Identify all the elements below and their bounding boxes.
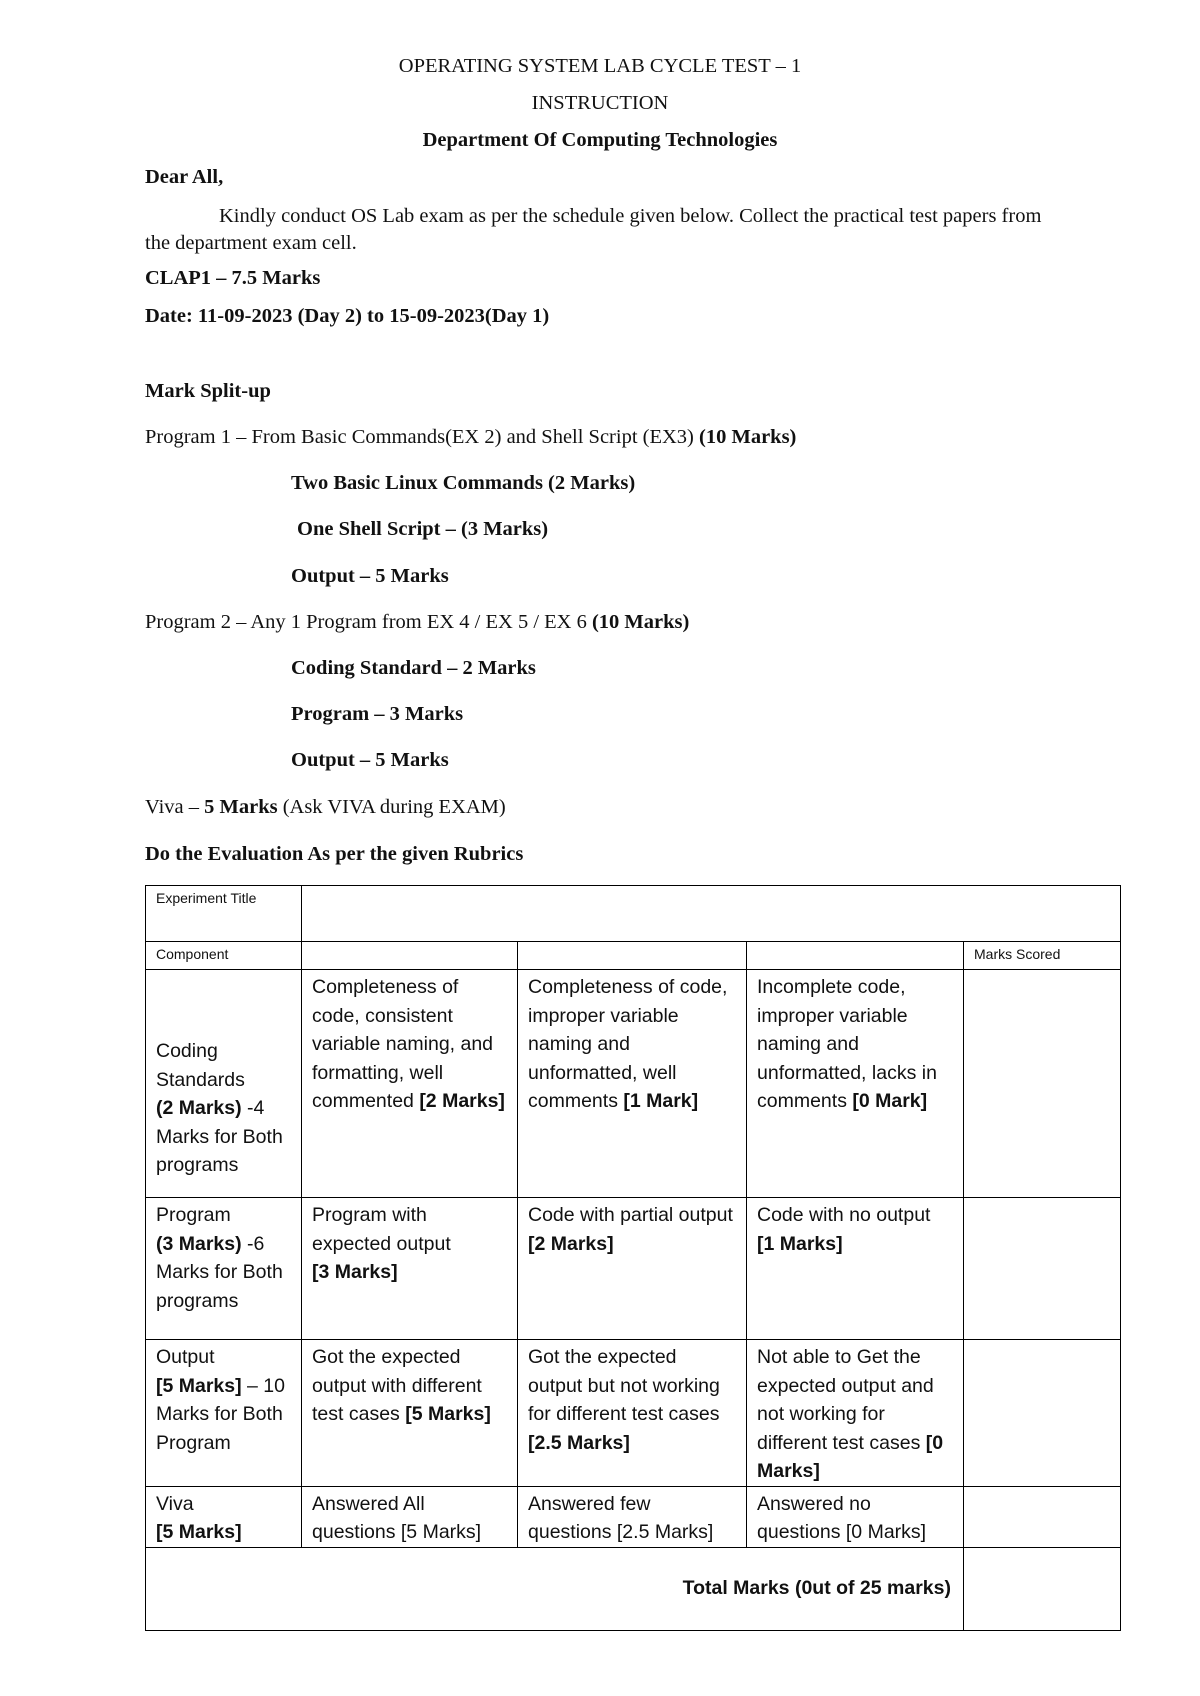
criterion-cell: [518, 1340, 747, 1487]
table-row: [146, 970, 1121, 1198]
criterion-marks: [1 Mark]: [623, 1090, 699, 1112]
component-note: -6 Marks for Both programs: [156, 1232, 283, 1312]
criterion-text: Not able to Get the expected output and not working for different test cases: [757, 1346, 934, 1454]
component-note: – 10 Marks for Both Program: [156, 1374, 285, 1454]
document-title: OPERATING SYSTEM LAB CYCLE TEST – 1: [398, 55, 802, 77]
program1-item: Output – 5 Marks: [291, 565, 449, 587]
criterion-marks: [0 Mark]: [852, 1090, 928, 1112]
total-marks-label-cell: [146, 1547, 964, 1630]
program2-text: Program 2 – Any 1 Program from EX 4 / EX 5 / EX 6: [145, 611, 592, 633]
program2-item: Program – 3 Marks: [291, 703, 464, 725]
component-marks: [5 Marks]: [156, 1374, 242, 1397]
table-row: [146, 1547, 1121, 1630]
table-row: [146, 1340, 1121, 1487]
criterion-marks: [2 Marks]: [419, 1090, 505, 1112]
viva-marks: 5 Marks: [204, 796, 278, 818]
mark-split-heading: Mark Split-up: [145, 380, 271, 402]
marks-scored-cell[interactable]: [964, 1340, 1121, 1487]
program2-item: Output – 5 Marks: [291, 749, 449, 771]
program2-line: [145, 611, 689, 634]
component-cell: [146, 1198, 302, 1340]
table-row: [146, 1198, 1121, 1340]
criterion-marks: [1 Marks]: [757, 1232, 843, 1255]
criterion-cell: [747, 1198, 964, 1340]
component-name: Viva: [156, 1492, 194, 1515]
criterion-text: Incomplete code, improper variable naming and unformatted, lacks in comments: [757, 976, 937, 1112]
marks-scored-label: Marks Scored: [964, 942, 1121, 970]
experiment-title-value[interactable]: [302, 886, 1121, 942]
salutation: Dear All,: [145, 166, 224, 188]
program2-marks: (10 Marks): [591, 611, 690, 633]
component-cell: [146, 1340, 302, 1487]
criterion-cell: [302, 1198, 518, 1340]
criterion-marks: [2 Marks]: [528, 1232, 614, 1255]
viva-prefix: Viva –: [145, 796, 205, 818]
component-marks: [5 Marks]: [156, 1521, 242, 1543]
viva-line: [145, 796, 506, 819]
viva-suffix: (Ask VIVA during EXAM): [277, 796, 506, 818]
component-marks: (3 Marks): [156, 1232, 242, 1255]
marks-scored-cell[interactable]: [964, 1486, 1121, 1547]
table-row: [146, 1486, 1121, 1547]
program1-item: One Shell Script – (3 Marks): [297, 518, 549, 540]
program2-item: Coding Standard – 2 Marks: [291, 657, 536, 679]
empty-cell: [518, 942, 747, 970]
criterion-cell: Answered few questions [2.5 Marks]: [518, 1486, 747, 1547]
criterion-cell: Answered no questions [0 Marks]: [747, 1486, 964, 1547]
criterion-cell: [747, 970, 964, 1198]
component-name: Program: [156, 1204, 231, 1226]
criterion-text: Code with partial output: [528, 1204, 733, 1226]
component-marks: (2 Marks): [156, 1097, 242, 1120]
total-marks-label: Total Marks (0ut of 25 marks): [682, 1577, 951, 1600]
criterion-cell: [518, 970, 747, 1198]
criterion-text: Completeness of code, consistent variable naming, and formatting, well commented: [312, 976, 494, 1112]
component-cell: [146, 1486, 302, 1547]
program1-item: Two Basic Linux Commands (2 Marks): [291, 472, 636, 494]
total-marks-cell[interactable]: [964, 1547, 1121, 1630]
criterion-text: Got the expected output but not working for different test cases: [528, 1346, 720, 1425]
experiment-title-label: Experiment Title: [146, 886, 302, 942]
criterion-text: Program with expected output: [312, 1204, 451, 1255]
program1-text: Program 1 – From Basic Commands(EX 2) and Shell Script (EX3): [145, 426, 700, 448]
component-note: -4 Marks for Both programs: [156, 1097, 283, 1177]
criterion-marks: [0 Marks]: [757, 1431, 944, 1482]
criterion-text: Code with no output: [757, 1204, 931, 1226]
document-subtitle: INSTRUCTION: [531, 92, 669, 114]
criterion-marks: [2.5 Marks]: [528, 1431, 630, 1454]
component-cell: [146, 970, 302, 1198]
rubric-table: [145, 885, 1121, 1631]
criterion-cell: [302, 970, 518, 1198]
program1-line: [145, 426, 796, 449]
evaluation-heading: Do the Evaluation As per the given Rubrics: [145, 843, 524, 865]
marks-scored-cell[interactable]: [964, 1198, 1121, 1340]
marks-scored-cell[interactable]: [964, 970, 1121, 1198]
criterion-marks: [3 Marks]: [312, 1261, 398, 1283]
department-name: Department Of Computing Technologies: [422, 129, 778, 151]
criterion-text: Got the expected output with different test cases: [312, 1346, 482, 1425]
program1-marks: (10 Marks): [699, 426, 797, 448]
criterion-cell: [747, 1340, 964, 1487]
empty-cell: [747, 942, 964, 970]
criterion-text: Completeness of code, improper variable naming and unformatted, well comments: [528, 976, 728, 1112]
clap-marks: CLAP1 – 7.5 Marks: [145, 267, 321, 289]
instruction-paragraph: Kindly conduct OS Lab exam as per the schedule given below. Collect the practical test papers from the department exam cell.: [145, 205, 1042, 254]
criterion-cell: [518, 1198, 747, 1340]
exam-date: Date: 11-09-2023 (Day 2) to 15-09-2023(Day 1): [145, 305, 550, 327]
table-row: [146, 942, 1121, 970]
criterion-cell: Answered All questions [5 Marks]: [302, 1486, 518, 1547]
table-row: [146, 886, 1121, 942]
criterion-marks: [5 Marks]: [405, 1403, 491, 1425]
criterion-cell: [302, 1340, 518, 1487]
component-label: Component: [146, 942, 302, 970]
component-name: Coding Standards: [156, 1040, 245, 1091]
empty-cell: [302, 942, 518, 970]
component-name: Output: [156, 1346, 215, 1368]
